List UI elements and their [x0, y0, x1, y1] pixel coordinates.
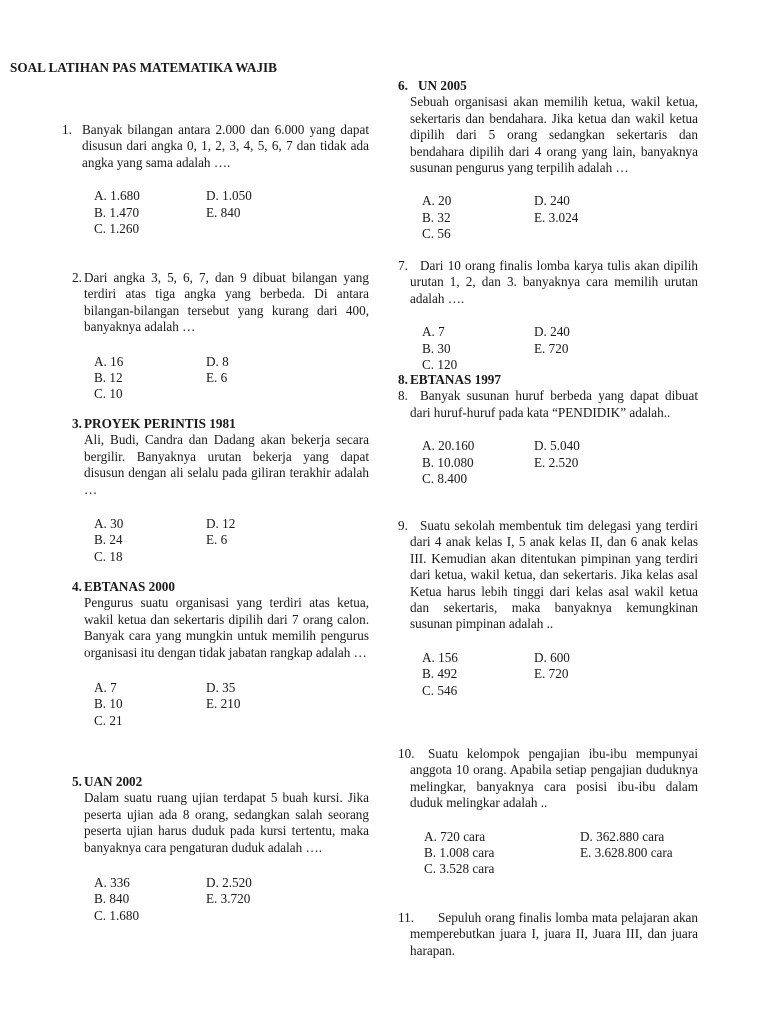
question-number: 5.	[72, 774, 82, 789]
answer-options	[422, 650, 698, 699]
option-a[interactable]: A. 30	[94, 516, 124, 532]
option-b[interactable]: B. 1.008 cara	[424, 845, 495, 861]
question-5	[62, 774, 369, 924]
option-c[interactable]: C. 3.528 cara	[424, 861, 495, 877]
option-a[interactable]: A. 720 cara	[424, 828, 486, 844]
option-c[interactable]: C. 1.680	[94, 907, 140, 923]
option-e[interactable]: E. 3.628.800 cara	[580, 845, 673, 861]
question-source: UAN 2002	[84, 774, 143, 789]
option-c[interactable]: C. 56	[422, 226, 451, 242]
option-e[interactable]: E. 6	[206, 532, 228, 548]
page-title: SOAL LATIHAN PAS MATEMATIKA WAJIB	[10, 60, 277, 75]
question-number: 7.	[398, 258, 408, 273]
option-c[interactable]: C. 18	[94, 548, 123, 564]
question-6	[398, 78, 698, 243]
answer-options	[94, 516, 369, 565]
question-4	[62, 579, 369, 729]
option-c[interactable]: C. 10	[94, 386, 123, 402]
option-b[interactable]: B. 1.470	[94, 204, 140, 220]
answer-options	[94, 354, 369, 403]
option-c[interactable]: C. 8.400	[422, 471, 468, 486]
question-text: Sebuah organisasi akan memilih ketua, wakil ketua, sekertaris dan bendahara. Jika ketua dan wakil ketua dipilih dari 5 orang sedangkan sekertaris dan bendahara dipilih dari 4 orang yang lain, banyaknya susunan pengurus yang terpilih adalah …	[410, 94, 698, 176]
question-9	[398, 518, 698, 699]
option-b[interactable]: B. 24	[94, 532, 123, 548]
option-e[interactable]: E. 720	[534, 340, 569, 356]
option-a[interactable]: A. 336	[94, 875, 130, 891]
option-d[interactable]: D. 12	[206, 516, 236, 532]
question-number: 2.	[72, 270, 82, 285]
option-b[interactable]: B. 840	[94, 891, 130, 907]
question-1	[62, 122, 369, 237]
option-d[interactable]: D. 8	[206, 353, 229, 369]
option-a[interactable]: A. 20.160	[422, 438, 475, 454]
question-text: Dari 10 orang finalis lomba karya tulis akan dipilih urutan 1, 2, dan 3. banyaknya cara memilih urutan adalah ….	[410, 258, 698, 306]
option-a[interactable]: A. 7	[94, 680, 117, 696]
answer-options	[94, 188, 369, 237]
option-d[interactable]: D. 240	[534, 324, 570, 340]
option-c[interactable]: C. 120	[422, 357, 458, 372]
option-c[interactable]: C. 1.260	[94, 221, 140, 236]
option-a[interactable]: A. 16	[94, 353, 124, 369]
question-source: UN 2005	[418, 78, 467, 93]
question-number: 9.	[398, 518, 408, 533]
option-e[interactable]: E. 720	[534, 666, 569, 682]
option-e[interactable]: E. 210	[206, 696, 241, 712]
option-b[interactable]: B. 492	[422, 666, 458, 682]
option-b[interactable]: B. 12	[94, 370, 123, 386]
answer-options	[94, 680, 369, 729]
option-d[interactable]: D. 5.040	[534, 438, 580, 454]
option-b[interactable]: B. 10	[94, 696, 123, 712]
answer-options	[94, 875, 369, 924]
question-3	[62, 416, 369, 565]
option-a[interactable]: A. 7	[422, 324, 445, 340]
question-text: Dari angka 3, 5, 6, 7, dan 9 dibuat bilangan yang terdiri atas tiga angka yang berbeda. Di antara bilangan-bilangan tersebut yang kurang dari 400, banyaknya adalah …	[84, 270, 369, 335]
option-a[interactable]: A. 20	[422, 193, 452, 209]
question-2	[62, 270, 369, 403]
option-b[interactable]: B. 32	[422, 209, 451, 225]
answer-options	[424, 829, 698, 878]
option-c[interactable]: C. 21	[94, 712, 123, 728]
question-number: 6.	[398, 78, 408, 93]
question-number: 1.	[62, 122, 72, 137]
question-number: 11.	[398, 910, 414, 925]
question-10	[398, 746, 698, 878]
question-11	[398, 910, 698, 959]
question-text: Sepuluh orang finalis lomba mata pelajaran akan memperebutkan juara I, juara II, Juara III, dan juara harapan.	[410, 910, 698, 958]
option-c[interactable]: C. 546	[422, 682, 458, 698]
question-number: 4.	[72, 579, 82, 594]
option-e[interactable]: E. 6	[206, 370, 228, 386]
option-b[interactable]: B. 30	[422, 340, 451, 356]
question-source: EBTANAS 1997	[410, 372, 501, 387]
option-d[interactable]: D. 600	[534, 649, 570, 665]
question-text: Pengurus suatu organisasi yang terdiri atas ketua, wakil ketua dan sekertaris dipilih dari 7 orang calon. Banyak cara yang mungkin untuk memilih pengurus organisasi itu dengan tidak jabatan rangkap adalah …	[84, 595, 369, 660]
question-source: EBTANAS 2000	[84, 579, 175, 594]
question-text: Ali, Budi, Candra dan Dadang akan bekerja secara bergilir. Banyaknya urutan bekerja yang dapat disusun dengan ali selalu pada giliran terakhir adalah …	[84, 432, 369, 497]
option-e[interactable]: E. 3.024	[534, 209, 579, 225]
question-8	[398, 372, 698, 487]
question-text: Dalam suatu ruang ujian terdapat 5 buah kursi. Jika peserta ujian ada 8 orang, sedangkan salah seorang peserta ujian harus duduk pada kursi tertentu, maka banyaknya cara pengaturan duduk adalah ….	[84, 790, 369, 855]
option-a[interactable]: A. 156	[422, 649, 458, 665]
question-number: 3.	[72, 416, 82, 431]
question-7	[398, 258, 698, 373]
question-number: 8.	[398, 372, 408, 387]
option-e[interactable]: E. 3.720	[206, 891, 251, 907]
question-text: Suatu kelompok pengajian ibu-ibu mempunyai anggota 10 orang. Apabila setiap pengajian duduknya melingkar, banyaknya cara posisi ibu-ibu dalam duduk melingkar adalah ..	[410, 746, 698, 811]
option-b[interactable]: B. 10.080	[422, 454, 474, 470]
option-d[interactable]: D. 362.880 cara	[580, 828, 665, 844]
question-number: 10.	[398, 746, 415, 761]
option-e[interactable]: E. 840	[206, 204, 241, 220]
option-e[interactable]: E. 2.520	[534, 454, 579, 470]
answer-options	[422, 324, 698, 373]
option-d[interactable]: D. 1.050	[206, 188, 252, 204]
question-text: Banyak bilangan antara 2.000 dan 6.000 yang dapat disusun dari angka 0, 1, 2, 3, 4, 5, 6, 7 dan tidak ada angka yang sama adalah ….	[82, 122, 369, 170]
option-d[interactable]: D. 240	[534, 193, 570, 209]
question-text: Suatu sekolah membentuk tim delegasi yang terdiri dari 4 anak kelas I, 5 anak kelas II, dan 6 anak kelas III. Kemudian akan ditentukan pimpinan yang terdiri dari ketua, wakil ketua, dan sekertaris. Jika kelas asal Ketua harus lebih tinggi dari kelas asal wakil ketua dan sekertaris, maka banyaknya kemungkinan susunan pimpinan adalah ..	[410, 518, 698, 632]
option-d[interactable]: D. 2.520	[206, 875, 252, 891]
question-number-repeat: 8.	[398, 388, 408, 404]
question-source: PROYEK PERINTIS 1981	[84, 416, 236, 431]
answer-options	[422, 193, 698, 242]
option-a[interactable]: A. 1.680	[94, 188, 140, 204]
answer-options	[422, 438, 698, 487]
question-text: Banyak susunan huruf berbeda yang dapat dibuat dari huruf-huruf pada kata “PENDIDIK” adalah..	[410, 388, 698, 420]
option-d[interactable]: D. 35	[206, 680, 236, 696]
